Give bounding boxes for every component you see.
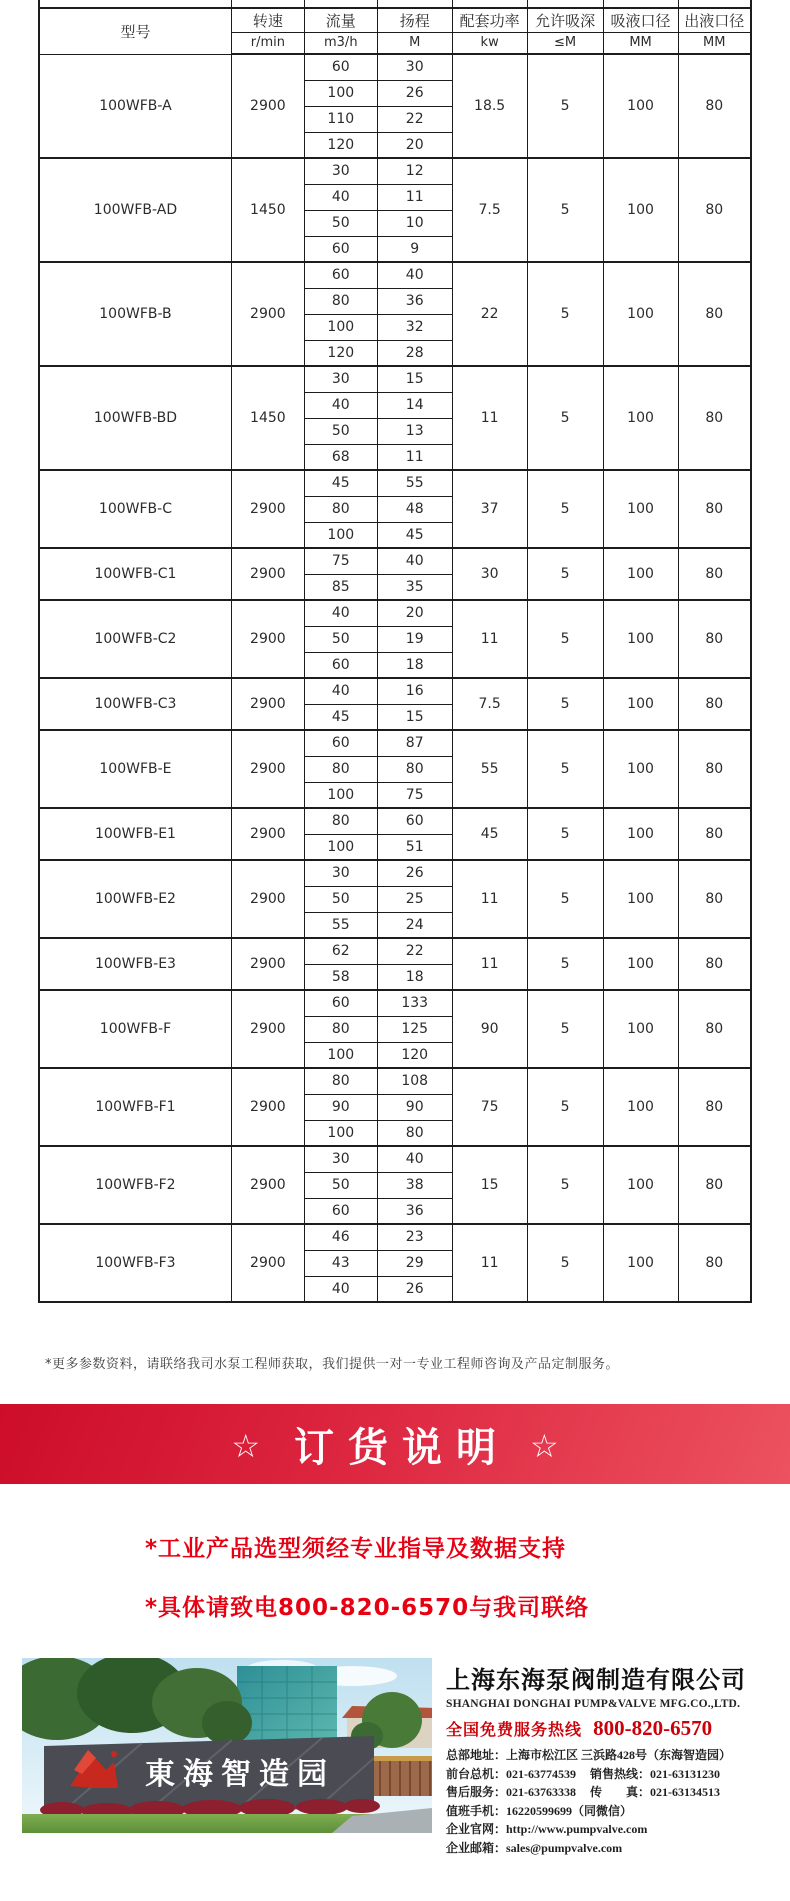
speed-cell: 1450 bbox=[231, 158, 304, 262]
head-cell: 40 bbox=[377, 262, 452, 288]
outlet-cell: 80 bbox=[678, 678, 751, 730]
footer bbox=[22, 1658, 790, 1857]
power-cell: 11 bbox=[452, 600, 527, 678]
advisory-line: *具体请致电800-820-6570与我司联络 bbox=[145, 1595, 590, 1621]
stub-cell bbox=[452, 0, 527, 8]
flow-cell: 30 bbox=[304, 1146, 377, 1172]
inlet-cell: 100 bbox=[603, 158, 678, 262]
hotline-label: 全国免费服务热线 bbox=[446, 1720, 583, 1739]
outlet-cell: 80 bbox=[678, 262, 751, 366]
power-cell: 75 bbox=[452, 1068, 527, 1146]
flow-cell: 62 bbox=[304, 938, 377, 964]
contact-pair: 销售热线：021-63131230 bbox=[590, 1766, 720, 1781]
head-cell: 11 bbox=[377, 444, 452, 470]
col-header-inlet: 吸液口径 bbox=[603, 8, 678, 32]
gate-fence bbox=[374, 1756, 432, 1796]
table-row bbox=[39, 158, 751, 184]
flow-cell: 43 bbox=[304, 1250, 377, 1276]
company-info bbox=[446, 1658, 776, 1857]
head-cell: 80 bbox=[377, 1120, 452, 1146]
spec-table-body bbox=[39, 54, 751, 1302]
flow-cell: 60 bbox=[304, 990, 377, 1016]
suction-cell: 5 bbox=[527, 938, 603, 990]
suction-cell: 5 bbox=[527, 1146, 603, 1224]
model-cell: 100WFB-E2 bbox=[39, 860, 231, 938]
spec-table bbox=[38, 0, 752, 1303]
flow-cell: 80 bbox=[304, 808, 377, 834]
flow-cell: 100 bbox=[304, 1120, 377, 1146]
inlet-cell: 100 bbox=[603, 990, 678, 1068]
suction-cell: 5 bbox=[527, 808, 603, 860]
header-row-names bbox=[39, 8, 751, 32]
head-cell: 16 bbox=[377, 678, 452, 704]
head-cell: 36 bbox=[377, 288, 452, 314]
power-cell: 11 bbox=[452, 860, 527, 938]
flow-cell: 60 bbox=[304, 54, 377, 80]
head-cell: 12 bbox=[377, 158, 452, 184]
flow-cell: 50 bbox=[304, 886, 377, 912]
order-banner bbox=[0, 1404, 790, 1484]
flow-cell: 55 bbox=[304, 912, 377, 938]
outlet-cell: 80 bbox=[678, 860, 751, 938]
unit-inlet: MM bbox=[603, 32, 678, 54]
speed-cell: 2900 bbox=[231, 54, 304, 158]
head-cell: 22 bbox=[377, 938, 452, 964]
flow-cell: 80 bbox=[304, 288, 377, 314]
flow-cell: 80 bbox=[304, 496, 377, 522]
head-cell: 25 bbox=[377, 886, 452, 912]
flow-cell: 100 bbox=[304, 834, 377, 860]
table-row bbox=[39, 808, 751, 834]
head-cell: 9 bbox=[377, 236, 452, 262]
speed-cell: 2900 bbox=[231, 678, 304, 730]
inlet-cell: 100 bbox=[603, 860, 678, 938]
power-cell: 15 bbox=[452, 1146, 527, 1224]
suction-cell: 5 bbox=[527, 548, 603, 600]
table-row bbox=[39, 938, 751, 964]
col-header-suction: 允许吸深 bbox=[527, 8, 603, 32]
head-cell: 60 bbox=[377, 808, 452, 834]
company-name-cn: 上海东海泵阀制造有限公司 bbox=[446, 1666, 746, 1694]
flow-cell: 45 bbox=[304, 470, 377, 496]
inlet-cell: 100 bbox=[603, 54, 678, 158]
flow-cell: 30 bbox=[304, 860, 377, 886]
speed-cell: 2900 bbox=[231, 600, 304, 678]
model-cell: 100WFB-E bbox=[39, 730, 231, 808]
stub-cell bbox=[231, 0, 304, 8]
contact-pair: 值班手机：16220599699（同微信） bbox=[446, 1803, 633, 1818]
col-header-flow: 流量 bbox=[304, 8, 377, 32]
head-cell: 32 bbox=[377, 314, 452, 340]
head-cell: 22 bbox=[377, 106, 452, 132]
flow-cell: 120 bbox=[304, 340, 377, 366]
contact-pair: 企业官网：http://www.pumpvalve.com bbox=[446, 1822, 648, 1836]
contact-list bbox=[446, 1746, 776, 1857]
head-cell: 26 bbox=[377, 860, 452, 886]
flow-cell: 50 bbox=[304, 210, 377, 236]
head-cell: 75 bbox=[377, 782, 452, 808]
stub-cell bbox=[678, 0, 751, 8]
inlet-cell: 100 bbox=[603, 678, 678, 730]
flow-cell: 60 bbox=[304, 1198, 377, 1224]
head-cell: 133 bbox=[377, 990, 452, 1016]
power-cell: 7.5 bbox=[452, 678, 527, 730]
suction-cell: 5 bbox=[527, 1068, 603, 1146]
table-row bbox=[39, 54, 751, 80]
contact-line bbox=[446, 1765, 776, 1784]
flow-cell: 100 bbox=[304, 314, 377, 340]
speed-cell: 2900 bbox=[231, 990, 304, 1068]
suction-cell: 5 bbox=[527, 600, 603, 678]
outlet-cell: 80 bbox=[678, 990, 751, 1068]
suction-cell: 5 bbox=[527, 54, 603, 158]
contact-line bbox=[446, 1820, 776, 1839]
inlet-cell: 100 bbox=[603, 1146, 678, 1224]
outlet-cell: 80 bbox=[678, 808, 751, 860]
head-cell: 28 bbox=[377, 340, 452, 366]
speed-cell: 2900 bbox=[231, 1068, 304, 1146]
head-cell: 19 bbox=[377, 626, 452, 652]
contact-pair: 售后服务：021-63763338 bbox=[446, 1785, 576, 1799]
col-header-outlet: 出液口径 bbox=[678, 8, 751, 32]
flow-cell: 90 bbox=[304, 1094, 377, 1120]
head-cell: 29 bbox=[377, 1250, 452, 1276]
contact-line bbox=[446, 1839, 776, 1858]
table-row bbox=[39, 262, 751, 288]
model-cell: 100WFB-A bbox=[39, 54, 231, 158]
table-row bbox=[39, 678, 751, 704]
stub-cell bbox=[304, 0, 377, 8]
power-cell: 45 bbox=[452, 808, 527, 860]
flow-cell: 60 bbox=[304, 652, 377, 678]
power-cell: 37 bbox=[452, 470, 527, 548]
contact-pair: 传 真：021-63134513 bbox=[590, 1785, 720, 1799]
model-cell: 100WFB-F3 bbox=[39, 1224, 231, 1302]
table-row bbox=[39, 1224, 751, 1250]
head-cell: 40 bbox=[377, 1146, 452, 1172]
head-cell: 15 bbox=[377, 704, 452, 730]
speed-cell: 1450 bbox=[231, 366, 304, 470]
head-cell: 10 bbox=[377, 210, 452, 236]
unit-head: M bbox=[377, 32, 452, 54]
flow-cell: 80 bbox=[304, 756, 377, 782]
head-cell: 48 bbox=[377, 496, 452, 522]
head-cell: 80 bbox=[377, 756, 452, 782]
col-header-model: 型号 bbox=[39, 8, 231, 54]
model-cell: 100WFB-F1 bbox=[39, 1068, 231, 1146]
suction-cell: 5 bbox=[527, 262, 603, 366]
power-cell: 90 bbox=[452, 990, 527, 1068]
head-cell: 108 bbox=[377, 1068, 452, 1094]
model-cell: 100WFB-C3 bbox=[39, 678, 231, 730]
speed-cell: 2900 bbox=[231, 262, 304, 366]
table-row bbox=[39, 548, 751, 574]
col-header-power: 配套功率 bbox=[452, 8, 527, 32]
flow-cell: 50 bbox=[304, 626, 377, 652]
outlet-cell: 80 bbox=[678, 366, 751, 470]
flow-cell: 75 bbox=[304, 548, 377, 574]
flow-cell: 40 bbox=[304, 678, 377, 704]
head-cell: 35 bbox=[377, 574, 452, 600]
flow-cell: 58 bbox=[304, 964, 377, 990]
model-cell: 100WFB-F bbox=[39, 990, 231, 1068]
model-cell: 100WFB-BD bbox=[39, 366, 231, 470]
head-cell: 87 bbox=[377, 730, 452, 756]
outlet-cell: 80 bbox=[678, 1224, 751, 1302]
flow-cell: 60 bbox=[304, 730, 377, 756]
suction-cell: 5 bbox=[527, 678, 603, 730]
suction-cell: 5 bbox=[527, 730, 603, 808]
flow-cell: 120 bbox=[304, 132, 377, 158]
unit-suction: ≤M bbox=[527, 32, 603, 54]
stub-cell bbox=[603, 0, 678, 8]
speed-cell: 2900 bbox=[231, 1146, 304, 1224]
model-cell: 100WFB-E3 bbox=[39, 938, 231, 990]
flow-cell: 30 bbox=[304, 158, 377, 184]
inlet-cell: 100 bbox=[603, 1224, 678, 1302]
flow-cell: 50 bbox=[304, 1172, 377, 1198]
flow-cell: 40 bbox=[304, 184, 377, 210]
table-row bbox=[39, 470, 751, 496]
speed-cell: 2900 bbox=[231, 1224, 304, 1302]
flow-cell: 46 bbox=[304, 1224, 377, 1250]
head-cell: 26 bbox=[377, 80, 452, 106]
outlet-cell: 80 bbox=[678, 470, 751, 548]
head-cell: 120 bbox=[377, 1042, 452, 1068]
inlet-cell: 100 bbox=[603, 938, 678, 990]
outlet-cell: 80 bbox=[678, 548, 751, 600]
advisory-line: *工业产品选型须经专业指导及数据支持 bbox=[145, 1536, 567, 1562]
head-cell: 24 bbox=[377, 912, 452, 938]
power-cell: 30 bbox=[452, 548, 527, 600]
contact-pair: 企业邮箱：sales@pumpvalve.com bbox=[446, 1840, 623, 1855]
col-header-head: 扬程 bbox=[377, 8, 452, 32]
flow-cell: 45 bbox=[304, 704, 377, 730]
flow-cell: 60 bbox=[304, 262, 377, 288]
model-cell: 100WFB-C1 bbox=[39, 548, 231, 600]
head-cell: 20 bbox=[377, 132, 452, 158]
speed-cell: 2900 bbox=[231, 470, 304, 548]
speed-cell: 2900 bbox=[231, 860, 304, 938]
head-cell: 125 bbox=[377, 1016, 452, 1042]
star-icon: ☆ bbox=[231, 1427, 260, 1465]
inlet-cell: 100 bbox=[603, 548, 678, 600]
suction-cell: 5 bbox=[527, 860, 603, 938]
model-cell: 100WFB-C bbox=[39, 470, 231, 548]
flow-cell: 30 bbox=[304, 366, 377, 392]
table-row bbox=[39, 730, 751, 756]
table-row bbox=[39, 600, 751, 626]
banner-title: 订货说明 bbox=[294, 1424, 510, 1471]
footnote: *更多参数资料，请联络我司水泵工程师获取，我们提供一对一专业工程师咨询及产品定制服务。 bbox=[45, 1357, 620, 1372]
power-cell: 7.5 bbox=[452, 158, 527, 262]
flow-cell: 40 bbox=[304, 600, 377, 626]
flow-cell: 100 bbox=[304, 782, 377, 808]
head-cell: 45 bbox=[377, 522, 452, 548]
flow-cell: 68 bbox=[304, 444, 377, 470]
outlet-cell: 80 bbox=[678, 730, 751, 808]
speed-cell: 2900 bbox=[231, 730, 304, 808]
outlet-cell: 80 bbox=[678, 1068, 751, 1146]
suction-cell: 5 bbox=[527, 366, 603, 470]
inlet-cell: 100 bbox=[603, 600, 678, 678]
contact-line bbox=[446, 1746, 776, 1765]
flow-cell: 85 bbox=[304, 574, 377, 600]
head-cell: 18 bbox=[377, 964, 452, 990]
power-cell: 55 bbox=[452, 730, 527, 808]
outlet-cell: 80 bbox=[678, 158, 751, 262]
head-cell: 30 bbox=[377, 54, 452, 80]
model-cell: 100WFB-AD bbox=[39, 158, 231, 262]
model-cell: 100WFB-C2 bbox=[39, 600, 231, 678]
model-cell: 100WFB-B bbox=[39, 262, 231, 366]
inlet-cell: 100 bbox=[603, 730, 678, 808]
head-cell: 51 bbox=[377, 834, 452, 860]
unit-speed: r/min bbox=[231, 32, 304, 54]
head-cell: 14 bbox=[377, 392, 452, 418]
suction-cell: 5 bbox=[527, 990, 603, 1068]
head-cell: 15 bbox=[377, 366, 452, 392]
head-cell: 55 bbox=[377, 470, 452, 496]
stub-cell bbox=[527, 0, 603, 8]
power-cell: 11 bbox=[452, 366, 527, 470]
contact-pair: 总部地址：上海市松江区 三浜路428号（东海智造园） bbox=[446, 1748, 732, 1762]
contact-pair: 前台总机：021-63774539 bbox=[446, 1766, 576, 1781]
flow-cell: 100 bbox=[304, 80, 377, 106]
flow-cell: 50 bbox=[304, 418, 377, 444]
hotline-number: 800-820-6570 bbox=[593, 1716, 713, 1740]
inlet-cell: 100 bbox=[603, 366, 678, 470]
head-cell: 18 bbox=[377, 652, 452, 678]
contact-line bbox=[446, 1783, 776, 1802]
advisory-block bbox=[145, 1530, 790, 1622]
flow-cell: 110 bbox=[304, 106, 377, 132]
flow-cell: 40 bbox=[304, 392, 377, 418]
inlet-cell: 100 bbox=[603, 1068, 678, 1146]
head-cell: 40 bbox=[377, 548, 452, 574]
star-icon: ☆ bbox=[530, 1427, 559, 1465]
table-row bbox=[39, 1068, 751, 1094]
outlet-cell: 80 bbox=[678, 1146, 751, 1224]
power-cell: 11 bbox=[452, 938, 527, 990]
hotline bbox=[446, 1716, 776, 1741]
unit-outlet: MM bbox=[678, 32, 751, 54]
col-header-speed: 转速 bbox=[231, 8, 304, 32]
head-cell: 13 bbox=[377, 418, 452, 444]
company-name-en: SHANGHAI DONGHAI PUMP&VALVE MFG.CO.,LTD. bbox=[446, 1698, 741, 1710]
inlet-cell: 100 bbox=[603, 808, 678, 860]
suction-cell: 5 bbox=[527, 470, 603, 548]
inlet-cell: 100 bbox=[603, 470, 678, 548]
contact-line bbox=[446, 1802, 776, 1821]
speed-cell: 2900 bbox=[231, 938, 304, 990]
unit-flow: m3/h bbox=[304, 32, 377, 54]
flow-cell: 100 bbox=[304, 522, 377, 548]
flow-cell: 60 bbox=[304, 236, 377, 262]
model-cell: 100WFB-F2 bbox=[39, 1146, 231, 1224]
suction-cell: 5 bbox=[527, 158, 603, 262]
head-cell: 38 bbox=[377, 1172, 452, 1198]
head-cell: 26 bbox=[377, 1276, 452, 1302]
flow-cell: 100 bbox=[304, 1042, 377, 1068]
stub-cell bbox=[377, 0, 452, 8]
table-row bbox=[39, 1146, 751, 1172]
table-row bbox=[39, 860, 751, 886]
outlet-cell: 80 bbox=[678, 600, 751, 678]
head-cell: 90 bbox=[377, 1094, 452, 1120]
head-cell: 20 bbox=[377, 600, 452, 626]
power-cell: 11 bbox=[452, 1224, 527, 1302]
factory-photo bbox=[22, 1658, 432, 1833]
flow-cell: 80 bbox=[304, 1016, 377, 1042]
suction-cell: 5 bbox=[527, 1224, 603, 1302]
head-cell: 36 bbox=[377, 1198, 452, 1224]
power-cell: 18.5 bbox=[452, 54, 527, 158]
head-cell: 11 bbox=[377, 184, 452, 210]
speed-cell: 2900 bbox=[231, 548, 304, 600]
outlet-cell: 80 bbox=[678, 938, 751, 990]
unit-power: kw bbox=[452, 32, 527, 54]
sign-text: 東海智造园 bbox=[145, 1757, 335, 1792]
inlet-cell: 100 bbox=[603, 262, 678, 366]
speed-cell: 2900 bbox=[231, 808, 304, 860]
flow-cell: 80 bbox=[304, 1068, 377, 1094]
head-cell: 23 bbox=[377, 1224, 452, 1250]
stub-cell bbox=[39, 0, 231, 8]
table-top-stub bbox=[39, 0, 751, 8]
table-row bbox=[39, 366, 751, 392]
model-cell: 100WFB-E1 bbox=[39, 808, 231, 860]
table-row bbox=[39, 990, 751, 1016]
flow-cell: 40 bbox=[304, 1276, 377, 1302]
outlet-cell: 80 bbox=[678, 54, 751, 158]
power-cell: 22 bbox=[452, 262, 527, 366]
